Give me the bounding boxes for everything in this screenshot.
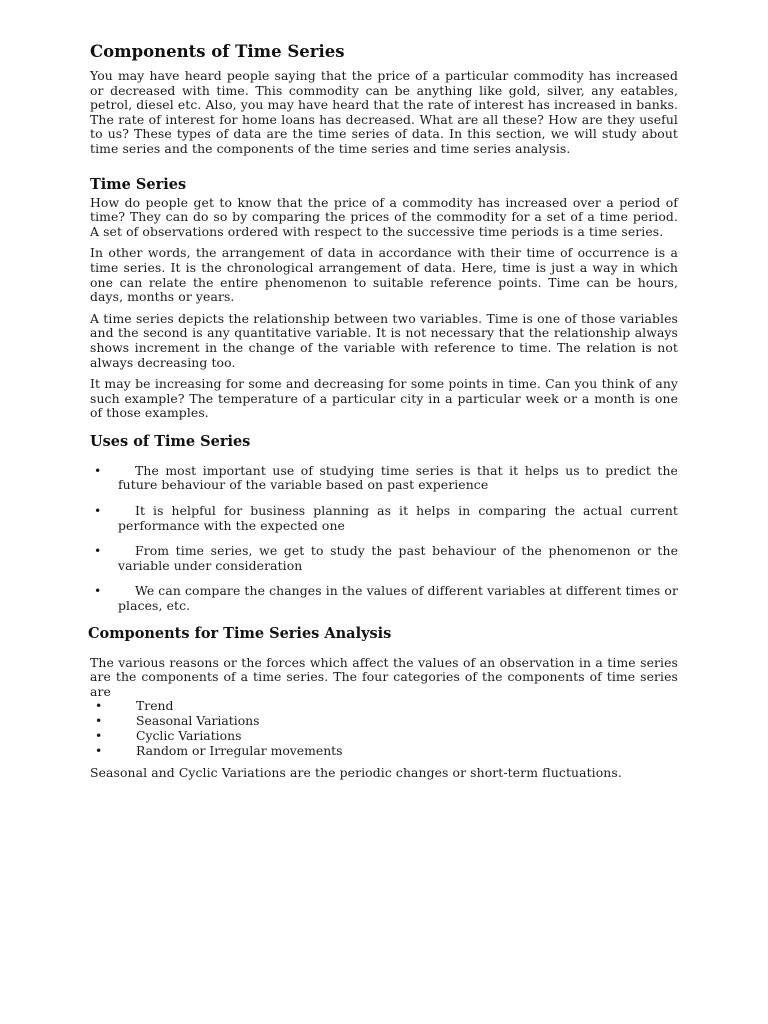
list-item	[90, 464, 678, 493]
bullet-icon: •	[94, 583, 102, 599]
document-page	[90, 42, 678, 787]
section-heading-time-series: Time Series	[90, 175, 187, 193]
list-item	[90, 729, 678, 744]
list-item	[90, 714, 678, 729]
list-item-text: The most important use of studying time series is that it helps us to predict the future behaviour of the variable based on past experience	[118, 462, 678, 493]
list-item-text: We can compare the changes in the values of different variables at different times or places, etc.	[118, 583, 678, 614]
bullet-icon: •	[95, 698, 103, 714]
list-item-text: From time series, we get to study the past behaviour of the phenomenon or the variable under consideration	[118, 543, 678, 573]
time-series-paragraph-1: How do people get to know that the price of a commodity has increased over a period of time? They can do so by comparing the prices of the commodity for a set of a time period. A set of observations ordered with respect to the successive time periods is a time series.	[90, 194, 678, 239]
closing-paragraph: Seasonal and Cyclic Variations are the periodic changes or short-term fluctuations.	[90, 764, 622, 780]
list-item	[90, 544, 678, 573]
components-intro-paragraph: The various reasons or the forces which affect the values of an observation in a time series are the components of a time series. The four categories of the components of time series are	[90, 654, 678, 699]
list-item	[90, 699, 678, 714]
bullet-icon: •	[95, 742, 103, 758]
section-heading-uses: Uses of Time Series	[90, 432, 251, 450]
bullet-icon: •	[94, 503, 102, 519]
list-item-text: Cyclic Variations	[136, 728, 242, 743]
list-item-text: Seasonal Variations	[136, 713, 260, 729]
time-series-paragraph-3: A time series depicts the relationship between two variables. Time is one of those variables and the second is any quantitative variable. It is not necessary that the relationship always shows increment in the change of the variable with reference to time. The relation is not always decreasing too.	[90, 310, 678, 370]
time-series-paragraph-4: It may be increasing for some and decreasing for some points in time. Can you think of any such example? The temperature of a particular city in a particular week or a month is one of those examples.	[90, 376, 678, 421]
bullet-icon: •	[95, 713, 103, 729]
list-item	[90, 504, 678, 533]
bullet-icon: •	[95, 728, 103, 743]
list-item-text: It is helpful for business planning as it helps in comparing the actual current performance with the expected one	[118, 503, 678, 533]
intro-paragraph: You may have heard people saying that the price of a particular commodity has increased or decreased with time. This commodity can be anything like gold, silver, any eatables, petrol, diesel etc. Also, you may have heard that the rate of interest has increased in banks. The rate of interest for home loans has decreased. What are all these? How are they useful to us? These types of data are the time series of data. In this section, we will study about time series and the components of the time series and time series analysis.	[90, 68, 678, 156]
components-list	[90, 699, 678, 758]
section-heading-components: Components for Time Series Analysis	[88, 624, 392, 642]
list-item-text: Trend	[136, 698, 174, 714]
bullet-icon: •	[94, 543, 102, 559]
list-item	[90, 744, 678, 759]
time-series-paragraph-2: In other words, the arrangement of data in accordance with their time of occurrence is a time series. It is the chronological arrangement of data. Here, time is just a way in which one can relate the entire phenomenon to suitable reference points. Time can be hours, days, months or years.	[90, 245, 678, 305]
list-item-text: Random or Irregular movements	[136, 742, 343, 758]
page-title: Components of Time Series	[90, 42, 345, 61]
uses-list	[90, 464, 678, 614]
list-item	[90, 584, 678, 613]
bullet-icon: •	[94, 462, 102, 478]
